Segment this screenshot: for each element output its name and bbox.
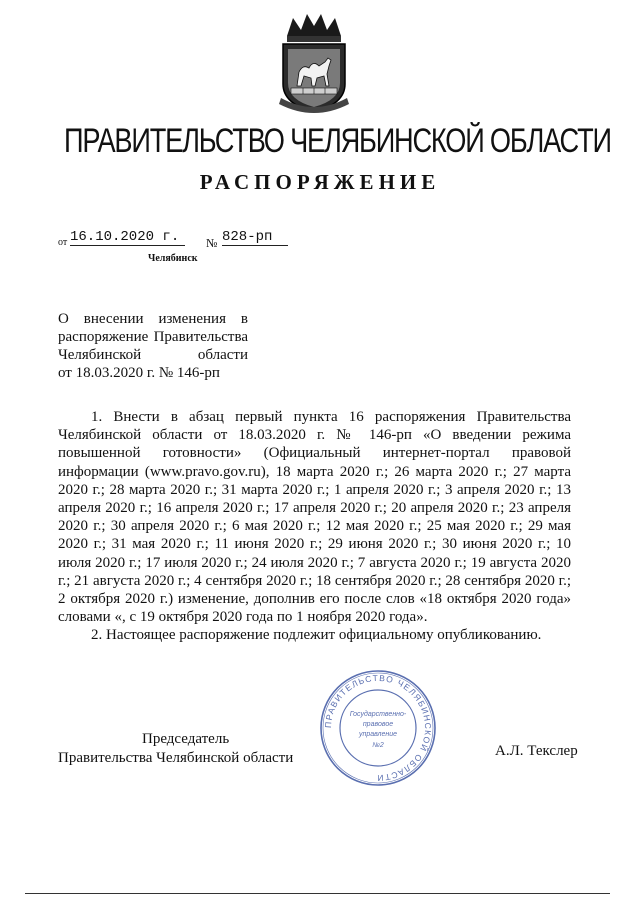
city-label: Челябинск xyxy=(148,253,198,264)
signer-name: А.Л. Текслер xyxy=(495,743,578,759)
chelyabinsk-coat-of-arms-icon xyxy=(273,12,355,116)
number-prefix: № xyxy=(206,236,218,250)
document-type-title: РАСПОРЯЖЕНИЕ xyxy=(199,170,441,194)
body-paragraph: 1. Внести в абзац первый пункта 16 распоряжения Правительства Челябинской области от 18.03.2020 г. № 146-рп «О введении режима повышенной готовности» (Официальный интернет-портал правовой информации (www.pravo.gov.ru), 18 марта 2020 г.; 26 марта 2020 г.; 27 марта 2020 г.; 28 марта 2020 г.; 31 марта 2020 г.; 1 апреля 2020 г.; 3 апреля 2020 г.; 13 апреля 2020 г.; 16 апреля 2020 г.; 17 апреля 2020 г.; 20 апреля 2020 г.; 23 апреля 2020 г.; 30 апреля 2020 г.; 6 мая 2020 г.; 12 мая 2020 г.; 25 мая 2020 г.; 29 мая 2020 г.; 31 мая 2020 г.; 11 июня 2020 г.; 29 июня 2020 г.; 30 июня 2020 г.; 10 июля 2020 г.; 17 июля 2020 г.; 24 июля 2020 г.; 7 августа 2020 г.; 19 августа 2020 г.; 21 августа 2020 г.; 4 сентября 2020 г.; 18 сентября 2020 г.; 28 сентября 2020 г.; 2 октября 2020 г.) изменение, дополнив его после слов «18 октября 2020 года» словами «, с 19 октября 2020 года по 1 ноября 2020 года». xyxy=(58,409,571,626)
subject-line: О внесении изменения в xyxy=(58,311,248,327)
signatory-position xyxy=(58,730,298,768)
seal-inner-text: №2 xyxy=(372,742,384,749)
document-body xyxy=(58,408,571,645)
government-title: ПРАВИТЕЛЬСТВО ЧЕЛЯБИНСКОЙ ОБЛАСТИ xyxy=(64,122,611,160)
official-seal xyxy=(318,668,438,788)
subject-line: Челябинской области xyxy=(58,347,248,363)
document-subject xyxy=(58,310,248,382)
position-line: Председатель xyxy=(142,731,230,747)
seal-inner-text: управление xyxy=(358,731,398,738)
subject-line: от 18.03.2020 г. № 146-рп xyxy=(58,365,220,381)
footer-divider xyxy=(25,893,610,894)
body-paragraph: 2. Настоящее распоряжение подлежит официальному опубликованию. xyxy=(91,627,542,644)
seal-inner-text: правовое xyxy=(362,721,394,728)
date-prefix: от xyxy=(58,237,68,248)
document-number: 828-рп xyxy=(222,229,288,246)
subject-line: распоряжение Правительства xyxy=(58,329,248,345)
seal-inner-text: Государственно- xyxy=(349,711,407,718)
seal-ring-text: ПРАВИТЕЛЬСТВО ЧЕЛЯБИНСКОЙ ОБЛАСТИ xyxy=(322,672,434,784)
position-line: Правительства Челябинской области xyxy=(58,750,294,766)
document-date: 16.10.2020 г. xyxy=(70,229,185,246)
